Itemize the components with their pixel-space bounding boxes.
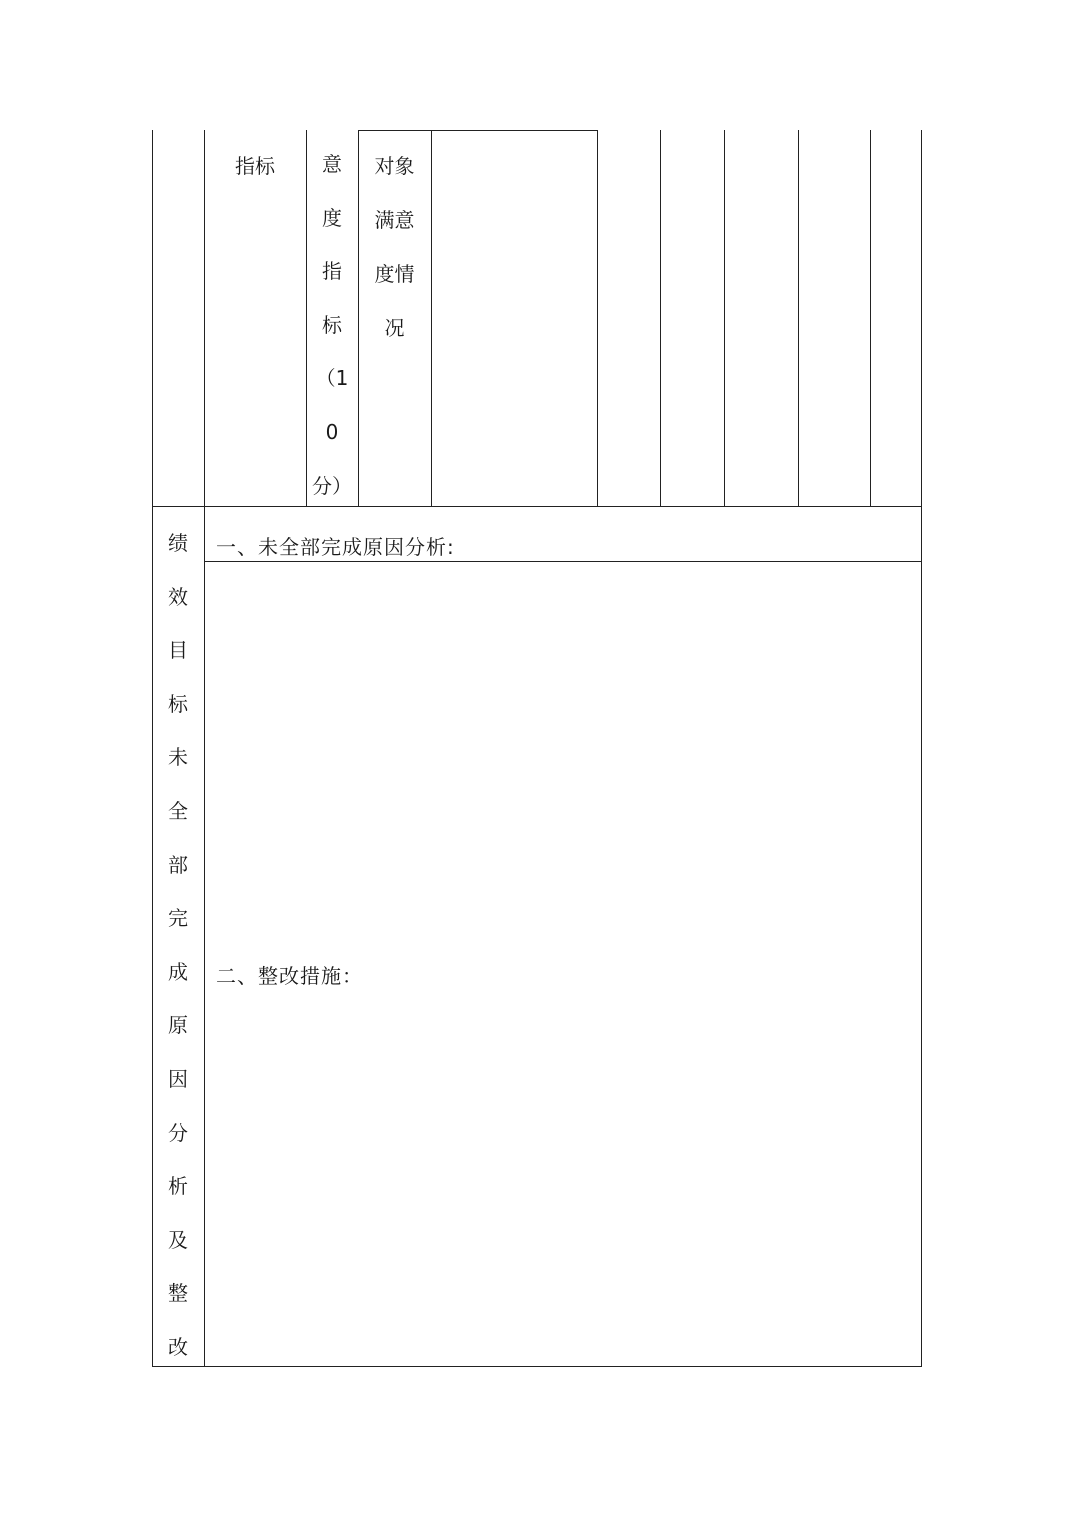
vertical-char: 意 — [322, 152, 342, 176]
table-border-right — [921, 130, 922, 1367]
table-row-divider-1 — [152, 506, 922, 507]
table-col-line-2 — [306, 130, 307, 507]
side-char: 分 — [168, 1120, 188, 1145]
table-col-line-8 — [798, 130, 799, 507]
satisfaction-indicator-vertical — [312, 138, 352, 513]
vertical-char: 度 — [322, 205, 342, 230]
side-char: 改 — [168, 1334, 188, 1359]
table-col-line-4 — [431, 130, 432, 507]
side-char: 因 — [168, 1066, 188, 1091]
side-char: 未 — [168, 745, 188, 770]
satisfaction-situation-label — [358, 139, 431, 355]
table-col-line-1 — [204, 130, 205, 1367]
table-col-line-5 — [597, 130, 598, 507]
label-line: 对象 — [374, 154, 415, 178]
table-row-divider-2 — [204, 561, 922, 562]
label-line: 满意 — [374, 208, 415, 232]
vertical-char: 分） — [312, 473, 352, 498]
table-border-left — [152, 130, 153, 1367]
side-char: 原 — [168, 1013, 188, 1038]
side-char: 全 — [168, 798, 188, 823]
label-line: 况 — [384, 316, 405, 340]
side-char: 部 — [168, 852, 188, 877]
side-char: 及 — [168, 1227, 188, 1252]
table-col-line-9 — [870, 130, 871, 507]
indicator-label: 指标 — [235, 154, 275, 178]
vertical-char: 指 — [322, 259, 342, 284]
section-side-label — [158, 517, 198, 1375]
table-col-line-6 — [660, 130, 661, 507]
side-char: 绩 — [168, 531, 188, 555]
vertical-char: （1 — [315, 366, 349, 391]
table-bottom-border — [152, 1366, 922, 1367]
vertical-char: 0 — [325, 419, 339, 444]
side-char: 标 — [168, 691, 188, 716]
vertical-char: 标 — [322, 312, 342, 337]
side-char: 整 — [168, 1281, 188, 1306]
heading-incomplete-reasons: 一、未全部完成原因分析: — [216, 535, 455, 559]
side-char: 成 — [168, 959, 188, 984]
table-col-line-7 — [724, 130, 725, 507]
table-top-border-segment — [358, 130, 598, 131]
side-char: 完 — [168, 906, 188, 931]
side-char: 目 — [168, 638, 188, 663]
side-char: 析 — [168, 1174, 188, 1199]
side-char: 效 — [168, 584, 188, 609]
label-line: 度情 — [374, 262, 415, 286]
heading-corrective-measures: 二、整改措施： — [216, 964, 363, 988]
